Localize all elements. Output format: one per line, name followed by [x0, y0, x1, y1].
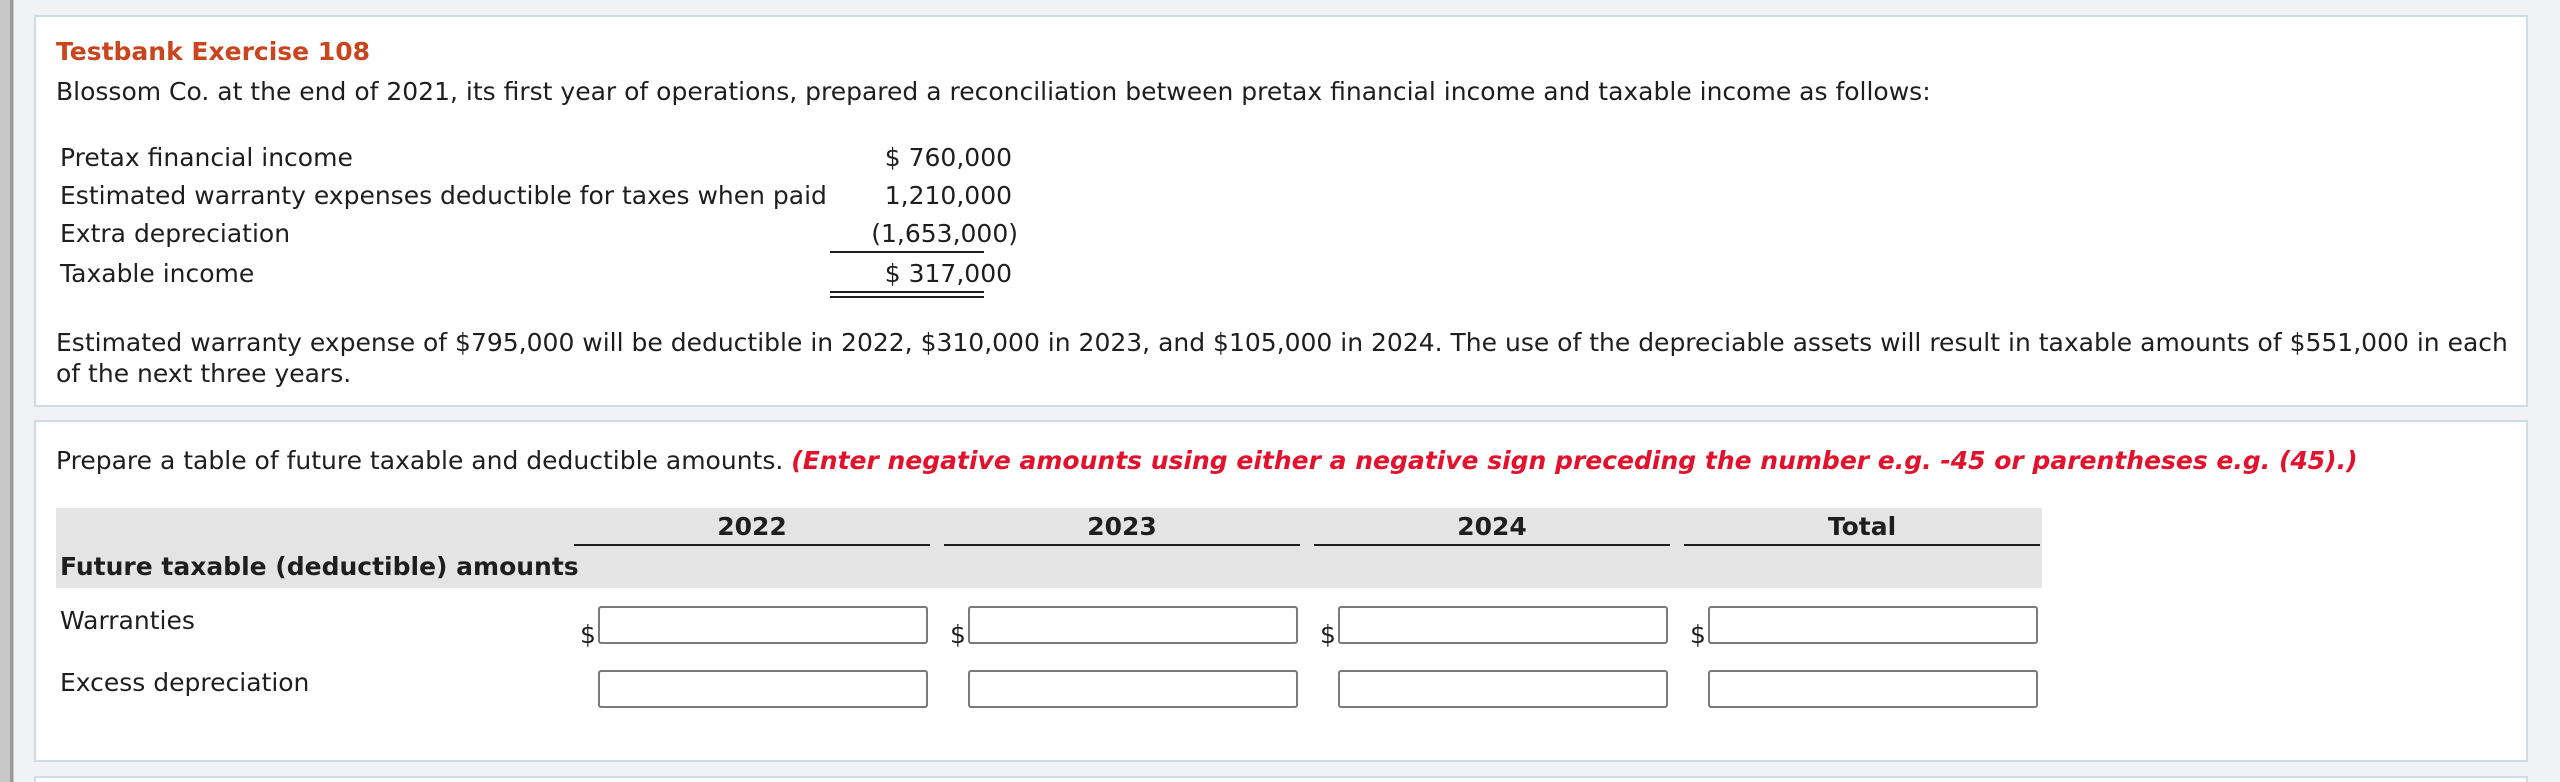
next-panel-edge — [34, 776, 2528, 782]
currency-symbol: $ — [950, 620, 966, 649]
exercise-intro: Blossom Co. at the end of 2021, its first year of operations, prepared a reconciliation between pretax financial income and taxable income as follows: — [56, 77, 1931, 106]
exercise-title: Testbank Exercise 108 — [56, 37, 371, 66]
total-double-rule — [830, 296, 984, 298]
depreciation-2022-input[interactable] — [598, 670, 928, 708]
instruction-note: (Enter negative amounts using either a negative sign preceding the number e.g. -45 or parentheses e.g. (45).) — [791, 446, 2358, 475]
reconciliation-value: $ 760,000 — [884, 143, 1012, 172]
depreciation-2024-input[interactable] — [1338, 670, 1668, 708]
column-header-total: Total — [1827, 512, 1897, 541]
subtotal-rule — [830, 251, 984, 253]
currency-symbol: $ — [1690, 620, 1706, 649]
warranties-2023-input[interactable] — [968, 606, 1298, 644]
column-rule — [1314, 544, 1670, 546]
reconciliation-value: 1,210,000 — [884, 181, 1012, 210]
section-label: Future taxable (deductible) amounts — [60, 552, 579, 581]
column-header-2024: 2024 — [1457, 512, 1527, 541]
reconciliation-value: $ 317,000 — [884, 259, 1012, 288]
reconciliation-value: (1,653,000) — [871, 219, 1018, 248]
reconciliation-label: Extra depreciation — [60, 219, 291, 248]
row-label-excess-depreciation: Excess depreciation — [60, 668, 310, 697]
warranties-2022-input[interactable] — [598, 606, 928, 644]
reconciliation-label: Pretax financial income — [60, 143, 353, 172]
instruction-text: Prepare a table of future taxable and deductible amounts. — [56, 446, 784, 475]
problem-panel — [34, 15, 2528, 407]
answer-panel — [34, 420, 2528, 762]
reconciliation-label: Estimated warranty expenses deductible for taxes when paid — [60, 181, 827, 210]
depreciation-2023-input[interactable] — [968, 670, 1298, 708]
column-header-2023: 2023 — [1087, 512, 1157, 541]
total-double-rule — [830, 291, 984, 293]
task-instruction — [56, 446, 2358, 475]
depreciation-total-input[interactable] — [1708, 670, 2038, 708]
currency-symbol: $ — [580, 620, 596, 649]
column-header-2022: 2022 — [717, 512, 787, 541]
column-rule — [574, 544, 930, 546]
window-edge-line — [10, 0, 13, 782]
warranties-2024-input[interactable] — [1338, 606, 1668, 644]
row-label-warranties: Warranties — [60, 606, 195, 635]
warranties-total-input[interactable] — [1708, 606, 2038, 644]
currency-symbol: $ — [1320, 620, 1336, 649]
exercise-paragraph: Estimated warranty expense of $795,000 will be deductible in 2022, $310,000 in 2023, and $105,000 in 2024. The use of the depreciable assets will result in taxable amounts of $551,000 in each of the next three years. — [56, 328, 2508, 388]
column-rule — [1684, 544, 2040, 546]
reconciliation-label: Taxable income — [60, 259, 255, 288]
column-rule — [944, 544, 1300, 546]
